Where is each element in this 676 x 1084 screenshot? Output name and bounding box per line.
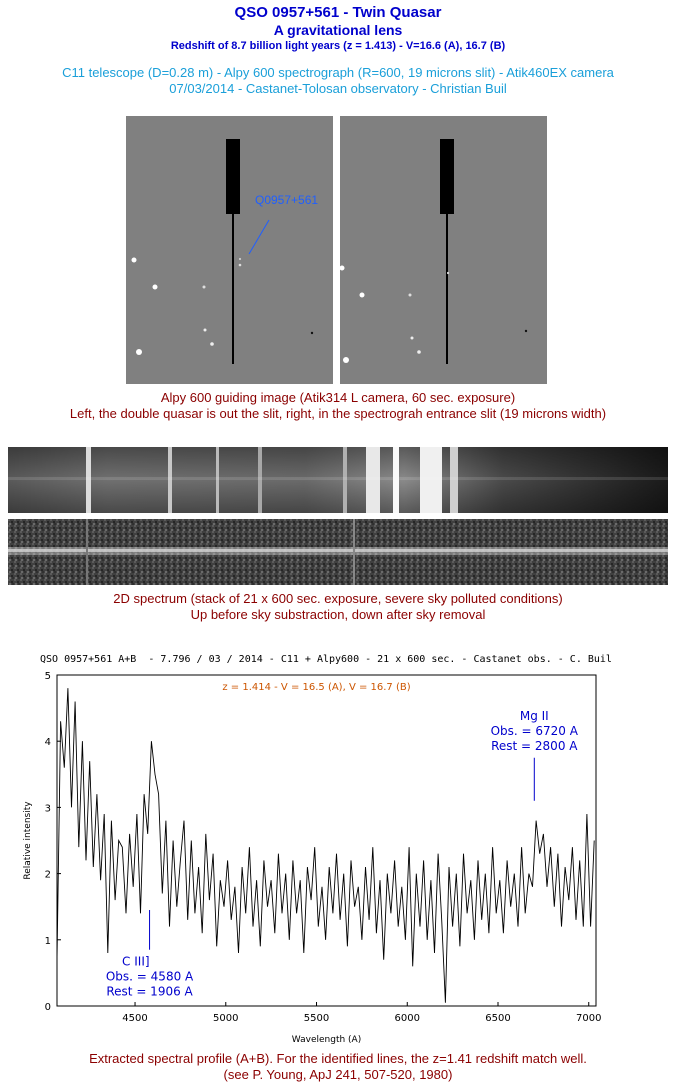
object-label: Q0957+561 xyxy=(255,193,319,207)
y-tick-label: 2 xyxy=(44,869,51,881)
guiding-image-right-svg xyxy=(340,116,547,384)
chart-title: QSO 0957+561 A+B - 7.796 / 03 / 2014 - C11 + Alpy600 - 21 x 600 sec. - Castanet obs. - C. Buil xyxy=(40,654,612,665)
x-tick-label: 6500 xyxy=(485,1013,511,1024)
x-tick-label: 5000 xyxy=(213,1013,239,1024)
x-tick-label: 6000 xyxy=(394,1013,420,1024)
line-rest-label: Rest = 2800 A xyxy=(491,738,578,753)
page-title: QSO 0957+561 - Twin Quasar xyxy=(234,4,442,21)
x-axis-label: Wavelength (A) xyxy=(291,1035,362,1045)
y-tick-label: 3 xyxy=(44,803,51,815)
page-subtitle: A gravitational lens xyxy=(273,22,403,38)
line-obs-label: Obs. = 6720 A xyxy=(490,723,578,738)
guiding-caption-2: Left, the double quasar is out the slit, right, in the spectrograh entrance slit (19 microns width) xyxy=(69,406,607,421)
footer-caption-1: Extracted spectral profile (A+B). For the identified lines, the z=1.41 redshift match well. xyxy=(89,1051,587,1066)
spectrum2d-caption-1: 2D spectrum (stack of 21 x 600 sec. exposure, severe sky polluted conditions) xyxy=(113,591,563,606)
spectrum-2d-sky-removed xyxy=(8,519,668,585)
redshift-line: Redshift of 8.7 billion light years (z = 1.413) - V=16.6 (A), 16.7 (B) xyxy=(170,40,506,52)
y-tick-label: 1 xyxy=(44,935,51,947)
y-tick-label: 5 xyxy=(44,671,51,682)
spectrum2d-caption-2: Up before sky substraction, down after sky removal xyxy=(190,607,486,622)
line-rest-label: Rest = 1906 A xyxy=(106,984,193,999)
guiding-caption-1: Alpy 600 guiding image (Atik314 L camera, 60 sec. exposure) xyxy=(160,390,516,405)
spectrum-2d-raw xyxy=(8,447,668,513)
guiding-image-left xyxy=(126,116,333,384)
line-obs-label: Obs. = 4580 A xyxy=(105,969,194,984)
x-tick-label: 7000 xyxy=(576,1013,602,1024)
y-axis-label: Relative intensity xyxy=(23,801,33,880)
footer-caption-2: (see P. Young, ApJ 241, 507-520, 1980) xyxy=(223,1067,453,1082)
guiding-image-right xyxy=(340,116,547,384)
guiding-image-left-svg xyxy=(126,116,333,384)
y-tick-label: 0 xyxy=(44,1002,51,1013)
instrument-line: C11 telescope (D=0.28 m) - Alpy 600 spectrograph (R=600, 19 microns slit) - Atik460EX camera xyxy=(62,65,614,80)
spectrum-2d-raw-svg xyxy=(8,447,668,513)
date-line: 07/03/2014 - Castanet-Tolosan observatory - Christian Buil xyxy=(169,81,507,96)
line-name-label: C III] xyxy=(122,954,150,969)
chart-subtitle: z = 1.414 - V = 16.5 (A), V = 16.7 (B) xyxy=(222,682,411,693)
x-tick-label: 5500 xyxy=(303,1013,330,1024)
spectrum-2d-sky-removed-svg xyxy=(8,519,668,585)
spectral-profile-chart xyxy=(0,668,676,1048)
y-tick-label: 4 xyxy=(44,737,51,749)
x-tick-label: 4500 xyxy=(122,1013,148,1024)
line-name-label: Mg II xyxy=(519,708,549,723)
